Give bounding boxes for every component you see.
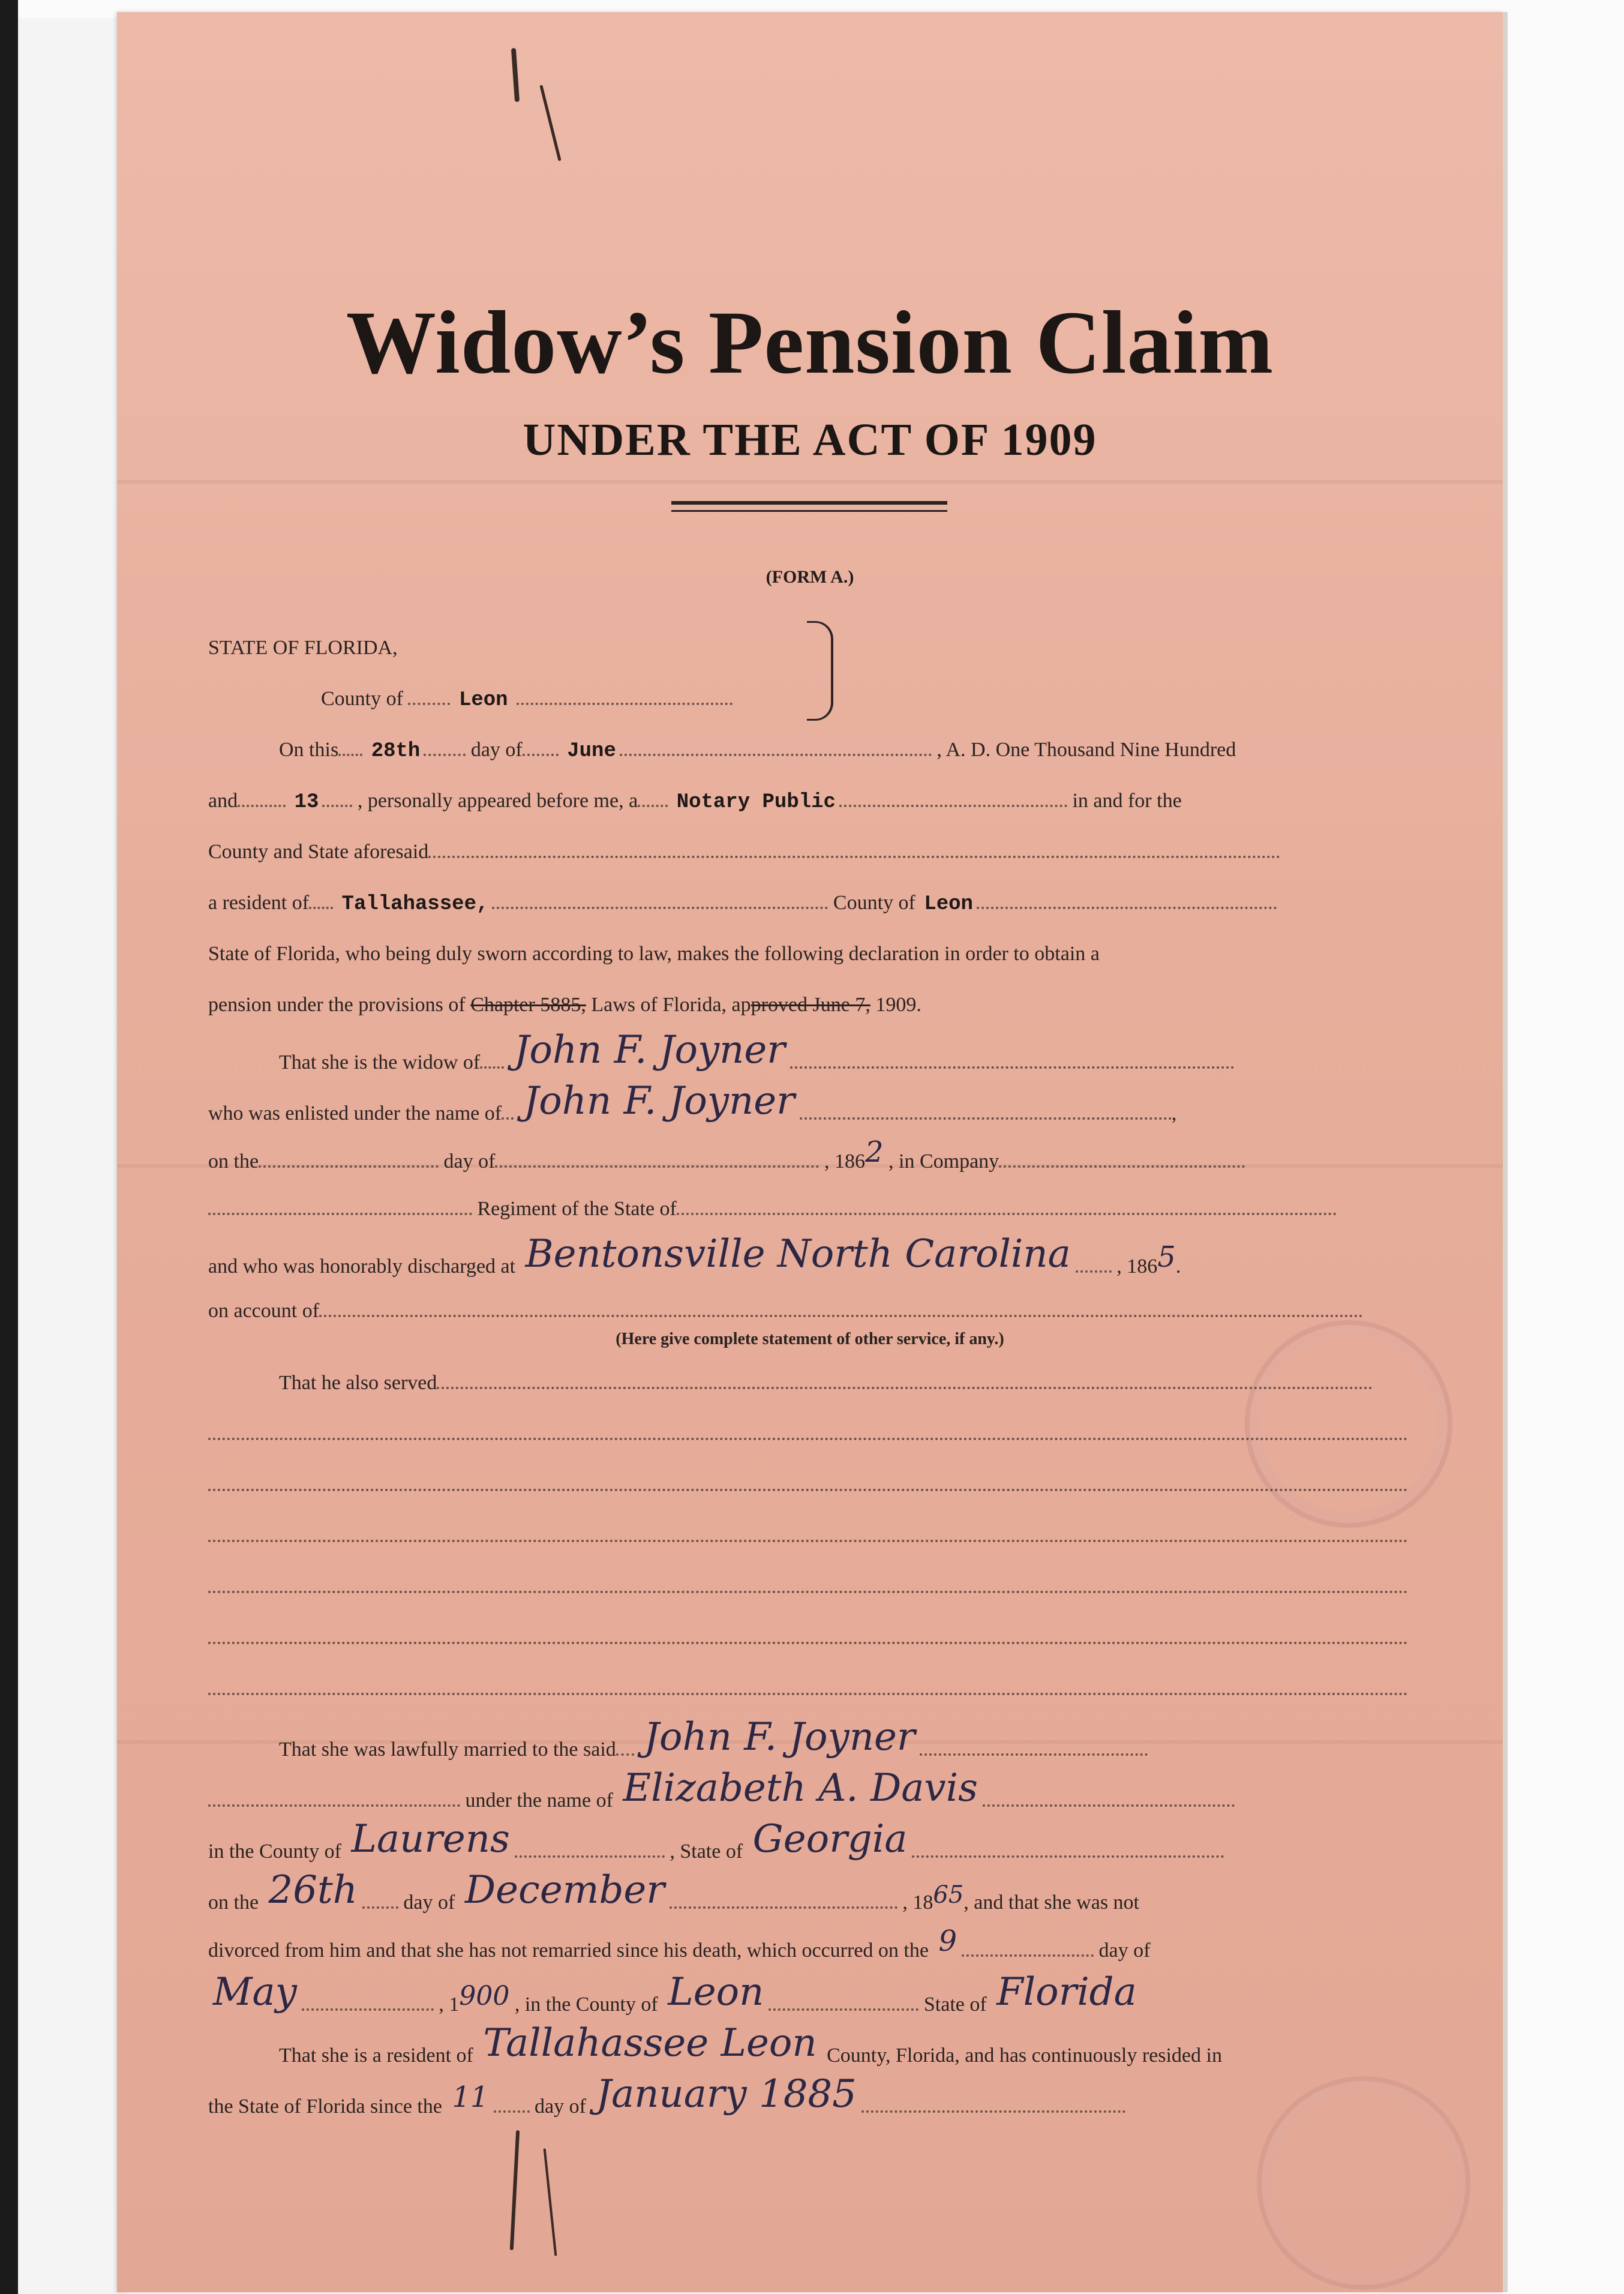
text: , 186 [1116, 1255, 1158, 1278]
dotted-leader [259, 1147, 439, 1168]
text: That she was lawfully married to the said [279, 1738, 616, 1761]
dotted-leader [322, 787, 352, 807]
text: County of [833, 892, 915, 914]
text: and who was honorably discharged at [208, 1255, 516, 1278]
text: State of Florida, who being duly sworn according to law, makes the following declaration in order to obtain a [208, 943, 1100, 965]
dotted-leader [517, 685, 733, 705]
text: Laws of Florida, ap [591, 994, 751, 1016]
typed-month: June [567, 740, 616, 763]
blank-line [208, 1518, 1420, 1554]
text: on account of [208, 1300, 320, 1322]
dotted-leader [977, 889, 1277, 909]
typed-city: Tallahassee, [341, 893, 489, 916]
dotted-leader [208, 1573, 1408, 1593]
dotted-leader [861, 2092, 1125, 2113]
line-maiden-name [208, 1766, 1420, 1812]
dotted-leader [309, 889, 333, 909]
paper-fold [117, 480, 1503, 484]
text: , and that she was not [963, 1891, 1139, 1914]
dotted-leader [502, 1099, 514, 1120]
handwritten-discharge-place: Bentonsville North Carolina [525, 1232, 1071, 1276]
handwritten-husband-name: John F. Joyner [514, 1028, 785, 1072]
line-divorce-death [208, 1924, 1420, 1965]
dotted-leader [480, 1048, 504, 1069]
scan-background [18, 18, 126, 2294]
ink-mark [539, 85, 561, 161]
handwritten-day: 26th [268, 1868, 358, 1912]
scan-border [0, 0, 18, 2294]
handwritten-date: January 1885 [596, 2072, 857, 2116]
dotted-leader [677, 1195, 1337, 1215]
ink-mark [511, 48, 520, 102]
handwritten-residence: Tallahassee Leon [483, 2021, 817, 2065]
form-title: Widow’s Pension Claim [346, 293, 1274, 392]
ink-mark [510, 2130, 520, 2250]
handwritten-county: Laurens [351, 1817, 510, 1861]
handwritten-year: 900 [459, 1981, 510, 2011]
handwritten-husband-name: John F. Joyner [644, 1715, 915, 1759]
venue-state [208, 630, 1420, 666]
line-resident [208, 885, 1420, 921]
dotted-leader [302, 1990, 434, 2011]
line-widow-of [279, 1028, 1419, 1074]
line-regiment [208, 1191, 1420, 1227]
text: , personally appeared before me, a [357, 790, 638, 812]
dotted-leader [208, 1675, 1408, 1695]
blank-line [208, 1416, 1420, 1452]
dotted-leader [912, 1837, 1224, 1858]
text: County, Florida, and has continuously resided in [827, 2044, 1222, 2067]
county-label: County of [321, 688, 403, 710]
blank-line [208, 1620, 1420, 1656]
text: day of [535, 2095, 586, 2118]
title-rule [671, 501, 947, 505]
dotted-leader [208, 1624, 1408, 1644]
venue-county [321, 681, 801, 717]
text: , in Company [888, 1150, 999, 1173]
text: , [1171, 1102, 1177, 1124]
text: , in the County of [514, 1993, 658, 2016]
dotted-leader [208, 1786, 460, 1807]
handwritten-year: 2 [864, 1135, 884, 1169]
handwritten-day: 11 [452, 2080, 489, 2114]
typed-officer: Notary Public [676, 791, 836, 814]
dotted-leader [208, 1471, 1408, 1491]
line-county-state [208, 834, 1420, 870]
line-death-place [208, 1970, 1420, 2016]
text: State of [923, 1993, 987, 2016]
line-discharged [208, 1232, 1420, 1278]
dotted-leader [428, 838, 1280, 858]
dotted-leader [523, 736, 559, 756]
text: Regiment of the State of [477, 1198, 677, 1220]
text: , A. D. One Thousand Nine Hundred [936, 739, 1236, 761]
text: the State of Florida since the [208, 2095, 442, 2118]
dotted-leader [920, 1735, 1148, 1756]
line-marriage-date [208, 1868, 1420, 1914]
line-marriage-place [208, 1817, 1420, 1863]
dotted-leader [437, 1369, 1373, 1389]
line-enlisted-name [208, 1079, 1420, 1125]
text: who was enlisted under the name of [208, 1102, 502, 1124]
state-label: STATE OF FLORIDA, [208, 637, 398, 659]
dotted-leader [1076, 1252, 1112, 1273]
handwritten-year: 65 [933, 1881, 964, 1909]
blank-line [208, 1569, 1420, 1605]
text: pension under the provisions of [208, 994, 466, 1016]
struck-text: Chapter 5885, [470, 994, 586, 1016]
dotted-leader [424, 736, 466, 756]
line-also-served [279, 1365, 1419, 1401]
text: County and State aforesaid [208, 841, 429, 863]
line-date [279, 732, 1419, 768]
handwritten-enlisted-name: John F. Joyner [523, 1079, 795, 1123]
dotted-leader [616, 1735, 634, 1756]
dotted-leader [494, 2092, 530, 2113]
line-provisions [208, 987, 1420, 1023]
dotted-leader [999, 1147, 1245, 1168]
handwritten-maiden-name: Elizabeth A. Davis [623, 1766, 978, 1810]
ink-mark [544, 2148, 557, 2256]
blank-line [208, 1671, 1420, 1707]
dotted-leader [208, 1522, 1408, 1542]
dotted-leader [790, 1048, 1234, 1069]
dotted-leader [839, 787, 1067, 807]
dotted-leader [983, 1786, 1235, 1807]
text: a resident of [208, 892, 310, 914]
line-married-to [279, 1715, 1419, 1761]
text: That he also served [279, 1372, 437, 1394]
dotted-leader [620, 736, 932, 756]
dotted-leader [319, 1297, 1363, 1317]
line-resided-since [208, 2072, 1420, 2118]
title-rule [671, 510, 947, 512]
handwritten-county: Leon [668, 1970, 764, 2014]
handwritten-month: May [213, 1970, 297, 2014]
text: 1909. [875, 994, 921, 1016]
text: and [208, 790, 238, 812]
text: in and for the [1072, 790, 1182, 812]
form-designation: (FORM A.) [766, 567, 854, 587]
text: under the name of [465, 1789, 613, 1812]
dotted-leader [238, 787, 286, 807]
text: , 186 [824, 1150, 865, 1173]
dotted-leader [362, 1888, 398, 1909]
service-note: (Here give complete statement of other service, if any.) [616, 1330, 1004, 1348]
text: day of [1098, 1939, 1151, 1962]
dotted-leader [492, 889, 828, 909]
line-declaration [208, 936, 1420, 972]
dotted-leader [408, 685, 450, 705]
typed-year: 13 [294, 791, 319, 814]
county-value: Leon [458, 689, 508, 712]
dotted-leader [638, 787, 668, 807]
text: , 1 [439, 1993, 460, 2016]
dotted-leader [338, 736, 362, 756]
handwritten-year: 5 [1157, 1240, 1176, 1274]
text: in the County of [208, 1840, 341, 1863]
typed-day: 28th [371, 740, 421, 763]
text: day of [470, 739, 523, 761]
line-officer [208, 783, 1420, 819]
text: On this [279, 739, 339, 761]
form-subtitle: UNDER THE ACT OF 1909 [523, 415, 1097, 465]
dotted-leader [208, 1420, 1408, 1440]
dotted-leader [495, 1147, 819, 1168]
text: That she is the widow of [279, 1051, 481, 1073]
typed-county: Leon [924, 893, 973, 916]
text: That she is a resident of [279, 2044, 473, 2067]
text: on the [208, 1150, 259, 1173]
dotted-leader [208, 1195, 472, 1215]
line-residence [279, 2021, 1419, 2067]
pension-claim-form [117, 12, 1503, 2292]
text: day of [443, 1150, 496, 1173]
text: day of [403, 1891, 455, 1914]
dotted-leader [769, 1990, 918, 2011]
handwritten-month: December [464, 1868, 665, 1912]
struck-text: proved June 7, [751, 994, 870, 1016]
handwritten-state: Florida [996, 1970, 1137, 2014]
dotted-leader [515, 1837, 665, 1858]
handwritten-state: Georgia [752, 1817, 908, 1861]
text: , 18 [902, 1891, 933, 1914]
dotted-leader [962, 1936, 1094, 1957]
blank-line [208, 1467, 1420, 1503]
handwritten-day: 9 [938, 1924, 957, 1958]
dotted-leader [670, 1888, 897, 1909]
dotted-leader [800, 1099, 1172, 1120]
line-enlistment-date [208, 1135, 1420, 1176]
text: , State of [670, 1840, 743, 1863]
text: . [1175, 1255, 1181, 1278]
text: divorced from him and that she has not remarried since his death, which occurred on the [208, 1939, 929, 1962]
text: on the [208, 1891, 259, 1914]
